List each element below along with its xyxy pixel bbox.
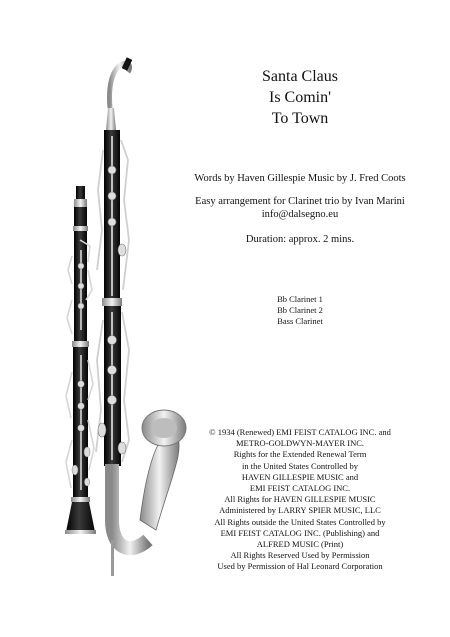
title-line-1: Santa Claus [262, 68, 338, 85]
copyright-line: All Rights for HAVEN GILLESPIE MUSIC [224, 494, 376, 505]
song-title [200, 66, 400, 129]
clarinet-barrel-ring [74, 199, 87, 207]
bass-clarinet [96, 57, 186, 576]
authors-credit [180, 172, 420, 185]
copyright-line: Used by Permission of Hal Leonard Corporation [217, 561, 383, 572]
copyright-line: HAVEN GILLESPIE MUSIC and [241, 471, 359, 482]
duration-line: Duration: approx. 2 mins. [245, 234, 355, 245]
copyright-line: ALFRED MUSIC (Print) [256, 539, 344, 550]
instrument-item: Bb Clarinet 2 [277, 305, 323, 315]
copyright-line: © 1934 (Renewed) EMI FEIST CATALOG INC. and [209, 427, 391, 437]
copyright-line: EMI FEIST CATALOG INC. (Publishing) and [220, 527, 380, 538]
copyright-line: in the United States Controlled by [242, 460, 358, 471]
bass-clarinet-floor-peg [111, 540, 114, 576]
copyright-line: Administered by LARRY SPIER MUSIC, LLC [219, 505, 381, 516]
copyright-line: EMI FEIST CATALOG INC. [249, 483, 351, 494]
arrangement-credit [180, 195, 420, 221]
clarinet-bell [66, 502, 95, 532]
authors-line: Words by Haven Gillespie Music by J. Fred Coots [194, 173, 406, 184]
copyright-notice [180, 427, 420, 573]
copyright-line: All Rights Reserved Used by Permission [230, 550, 370, 561]
instrument-list [220, 294, 380, 327]
copyright-line: All Rights outside the United States Controlled by [214, 516, 386, 527]
arrangement-line: Easy arrangement for Clarinet trio by Ivan Marini [195, 196, 405, 207]
copyright-line: METRO-GOLDWYN-MAYER INC. [235, 438, 365, 449]
clarinet-barrel [74, 207, 87, 226]
instrument-item: Bb Clarinet 1 [277, 294, 323, 304]
copyright-line: Rights for the Extended Renewal Term [233, 449, 367, 460]
title-line-3: To Town [271, 110, 329, 127]
soprano-clarinet [65, 186, 96, 534]
email-line: info@dalsegno.eu [261, 209, 339, 220]
clarinet-mouthpiece [76, 186, 85, 200]
title-line-2: Is Comin' [269, 89, 331, 106]
instrument-item: Bass Clarinet [277, 316, 323, 326]
duration-note [180, 233, 420, 246]
